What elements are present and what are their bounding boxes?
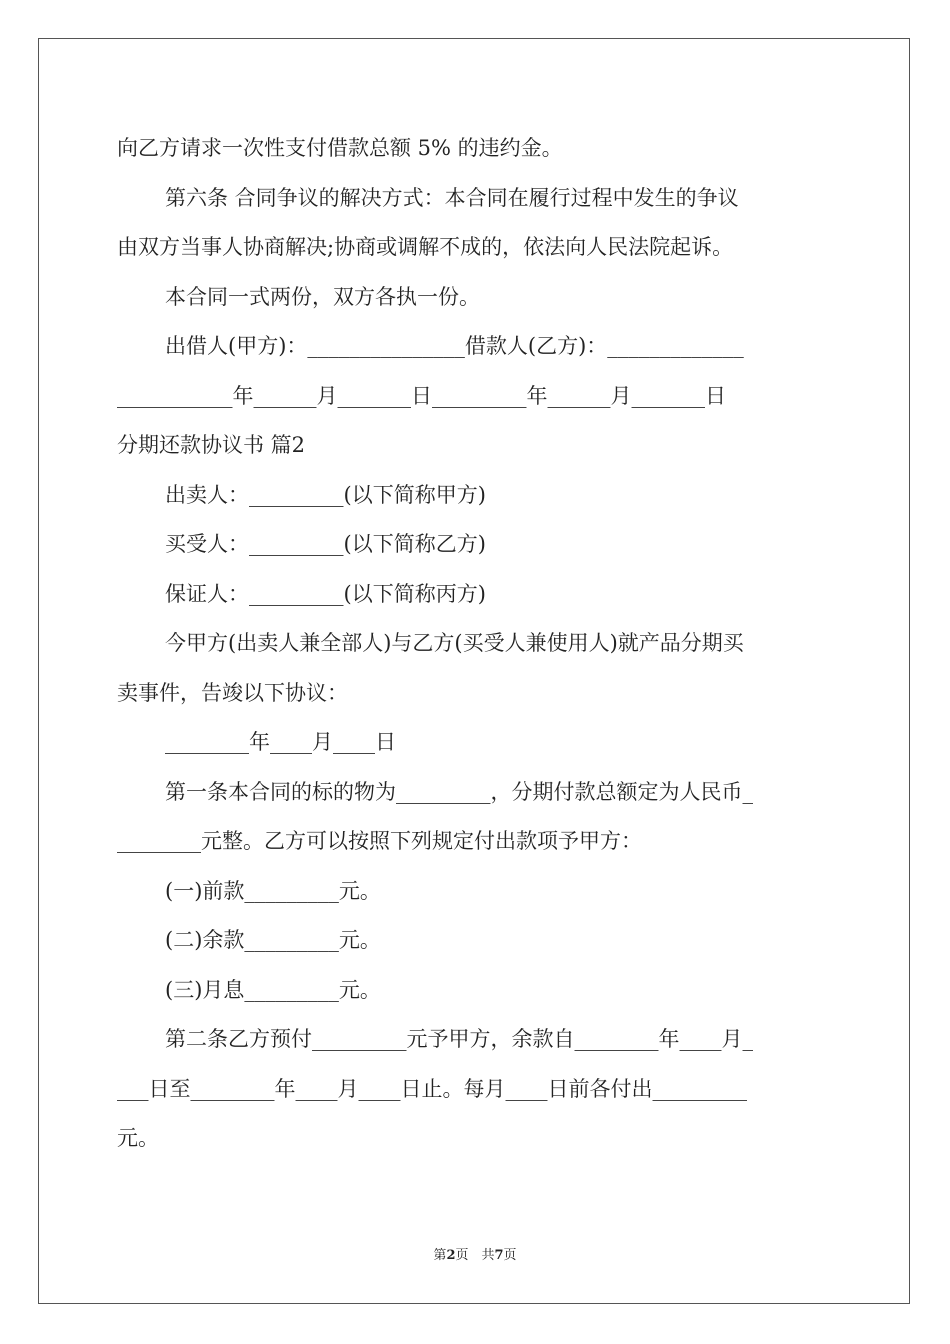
- text-line: 向乙方请求一次性支付借款总额 5% 的违约金。: [117, 136, 563, 160]
- text-line: 第六条 合同争议的解决方式：本合同在履行过程中发生的争议: [165, 185, 739, 210]
- page-footer: [0, 1244, 950, 1263]
- text-line: (一)前款_________元。: [165, 878, 381, 903]
- page-mid: 页 共: [455, 1248, 495, 1263]
- text-line: (三)月息_________元。: [165, 977, 381, 1002]
- text-line: 买受人：_________(以下简称乙方): [165, 532, 486, 556]
- document-body: [117, 124, 833, 1164]
- text-line: (二)余款_________元。: [165, 928, 381, 952]
- text-line: 本合同一式两份，双方各执一份。: [165, 284, 480, 309]
- page-current: 2: [446, 1248, 456, 1263]
- text-line: ________元整。乙方可以按照下列规定付出款项予甲方：: [117, 829, 642, 853]
- text-line: 今甲方(出卖人兼全部人)与乙方(买受人兼使用人)就产品分期买: [165, 631, 744, 655]
- page-prefix: 第: [433, 1248, 447, 1263]
- text-line: 出卖人：_________(以下简称甲方): [165, 482, 486, 507]
- page-suffix: 页: [503, 1248, 517, 1263]
- text-line: 第二条乙方预付_________元予甲方，余款自________年____月_: [165, 1027, 753, 1051]
- page-total: 7: [494, 1248, 504, 1263]
- text-line: ___________年______月_______日_________年______月_______日: [117, 383, 726, 408]
- text-line: 卖事件，告竣以下协议：: [117, 680, 348, 705]
- section-heading: 分期还款协议书 篇2: [117, 433, 306, 457]
- text-line: 由双方当事人协商解决;协商或调解不成的，依法向人民法院起诉。: [117, 235, 734, 259]
- text-line: 出借人(甲方)：_______________借款人(乙方)：_____________: [165, 334, 744, 358]
- text-line: ________年____月____日: [165, 730, 396, 754]
- text-line: ___日至________年____月____日止。每月____日前各付出_________: [117, 1076, 747, 1101]
- text-line: 第一条本合同的标的物为_________，分期付款总额定为人民币_: [165, 779, 753, 804]
- text-line: 保证人：_________(以下简称丙方): [165, 581, 486, 606]
- text-line: 元。: [117, 1126, 159, 1150]
